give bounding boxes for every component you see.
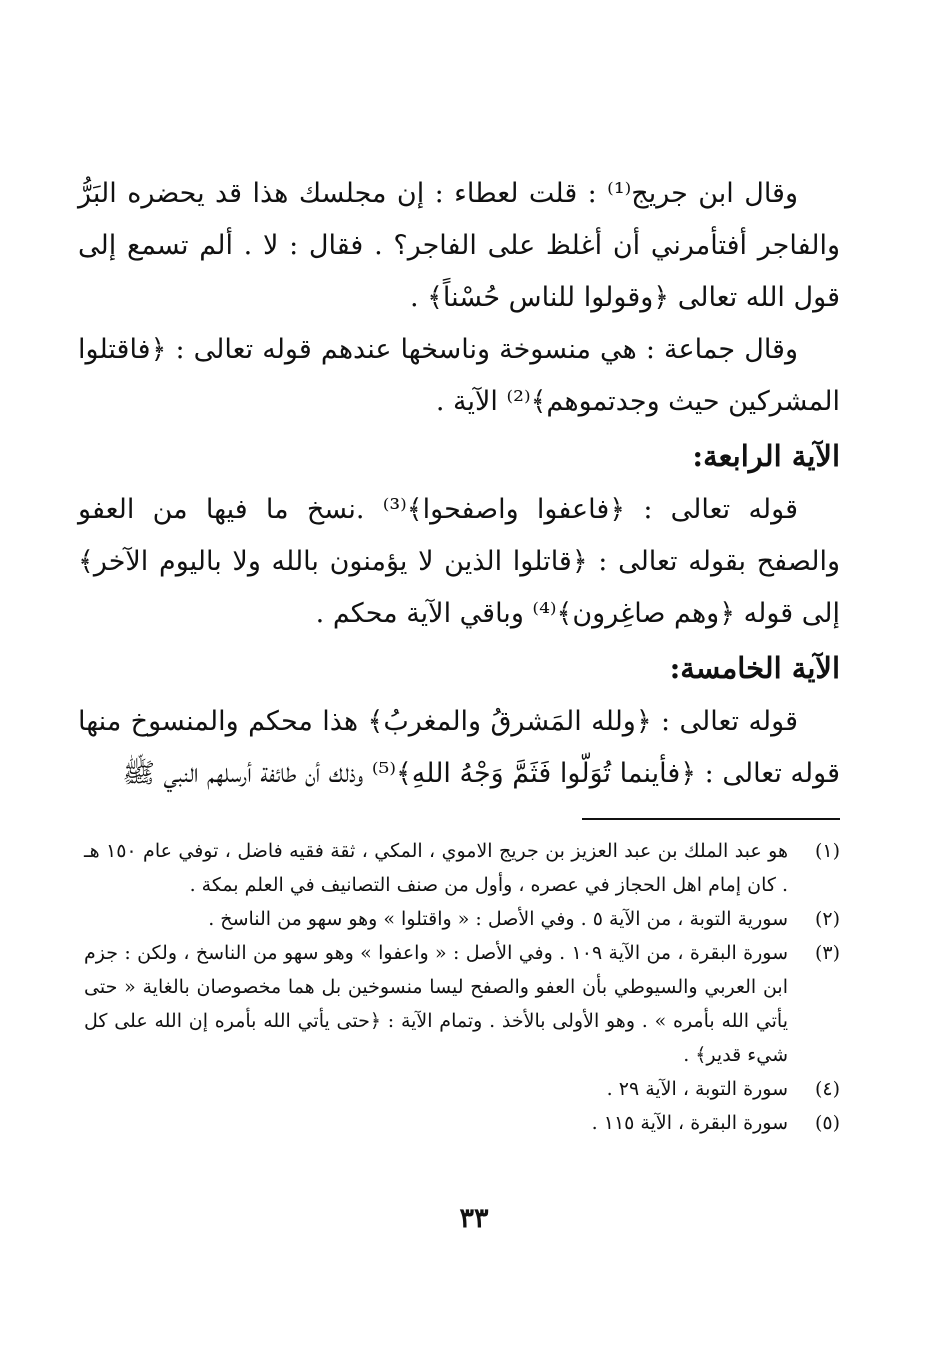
footnote-4 bbox=[78, 1072, 840, 1106]
footnote-number: (٣) bbox=[814, 942, 840, 964]
footnote-number: (٢) bbox=[814, 908, 840, 930]
footnote-1 bbox=[78, 834, 840, 902]
heading-fourth-verse: الآية الرابعة: bbox=[692, 439, 840, 473]
paragraph-fifth-verse: قوله تعالى : ﴿ولله المَشرقُ والمغربُ﴾ هذا محكم والمنسوخ منها قوله تعالى : ﴿فأينما تُوَلّوا فَثَمَّ وَجْهُ اللهِ﴾⁽⁵⁾ وذلك أن طائفة أرسلهم النبي ﷺ bbox=[78, 706, 840, 789]
paragraph-fourth-verse: قوله تعالى : ﴿فاعفوا واصفحوا﴾⁽³⁾ .نسخ ما فيها من العفو والصفح بقوله تعالى : ﴿قاتلوا الذين لا يؤمنون بالله ولا باليوم الآخر﴾ إلى قوله ﴿وهم صاغِرون﴾⁽⁴⁾ وباقي الآية محكم . bbox=[78, 494, 840, 629]
heading-fifth-verse: الآية الخامسة: bbox=[669, 651, 840, 685]
footnote-text: سورة التوبة ، الآية ٢٩ . bbox=[606, 1078, 788, 1100]
footnote-5 bbox=[78, 1106, 840, 1140]
footnote-text: سورة البقرة ، الآية ١١٥ . bbox=[591, 1112, 788, 1134]
page-number: ٣٣ bbox=[459, 1203, 489, 1234]
footnote-number: (١) bbox=[814, 840, 840, 862]
footnote-text: سورية التوبة ، من الآية ٥ . وفي الأصل : « واقتلوا » وهو سهو من الناسخ . bbox=[208, 908, 788, 930]
footnote-number: (٥) bbox=[814, 1112, 840, 1134]
footnote-divider bbox=[582, 818, 840, 820]
footnotes bbox=[78, 834, 840, 1140]
footnote-number: (٤) bbox=[814, 1078, 840, 1100]
footnote-text: سورة البقرة ، من الآية ١٠٩ . وفي الأصل : « واعفوا » وهو سهو من الناسخ ، ولكن : جزم ابن العربي والسيوطي بأن العفو والصفح ليسا منسوخين بل هما مخصوصان بالغاية « حتى يأتي الله بأمره » . وهو الأولى بالأخذ . وتمام الآية : ﴿حتى يأتي الله بأمره إن الله على كل شيء قدير﴾ . bbox=[84, 942, 788, 1066]
footnote-3 bbox=[78, 936, 840, 1072]
paragraph-ibn-jurayj: وقال ابن جريج⁽¹⁾ : قلت لعطاء : إن مجلسك هذا قد يحضره البَرُّ والفاجر أفتأمرني أن أغلظ على الفاجر؟ . فقال : لا . ألم تسمع إلى قول الله تعالى ﴿وقولوا للناس حُسْناً﴾ . bbox=[78, 178, 840, 313]
page-content bbox=[78, 168, 840, 1140]
footnote-2 bbox=[78, 902, 840, 936]
paragraph-jamaa: وقال جماعة : هي منسوخة وناسخها عندهم قوله تعالى : ﴿فاقتلوا المشركين حيث وجدتموهم﴾⁽²⁾ الآية . bbox=[78, 334, 840, 417]
footnote-text: هو عبد الملك بن عبد العزيز بن جريج الاموي ، المكي ، ثقة فقيه فاضل ، توفي عام ١٥٠ هـ . كان إمام اهل الحجاز في عصره ، وأول من صنف التصانيف في العلم بمكة . bbox=[84, 840, 788, 896]
